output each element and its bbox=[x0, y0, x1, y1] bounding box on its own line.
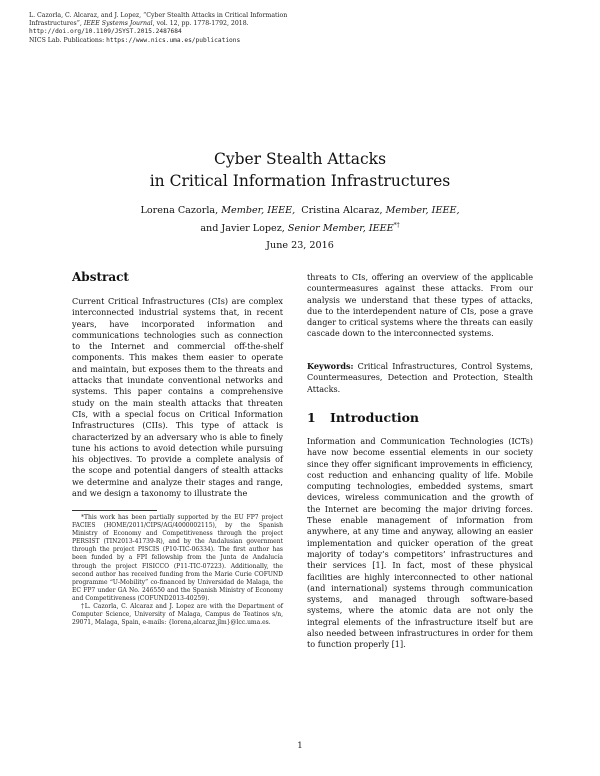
paper-title-line2: in Critical Information Infrastructures bbox=[149, 172, 451, 190]
introduction-heading bbox=[307, 410, 419, 425]
footnote-rule bbox=[72, 510, 157, 511]
page-number: 1 bbox=[297, 741, 303, 751]
section-number: 1 bbox=[307, 410, 316, 425]
paper-title-line1: Cyber Stealth Attacks bbox=[213, 150, 387, 168]
citation-header bbox=[29, 12, 335, 45]
keywords bbox=[307, 361, 533, 395]
nics-line: NICS Lab. Publications: https://www.nics.uma.es/publications bbox=[29, 36, 241, 44]
paper-date: June 23, 2016 bbox=[266, 240, 334, 251]
authors-line1: Lorena Cazorla, Member, IEEE, Cristina Alcaraz, Member, IEEE, bbox=[140, 205, 460, 216]
keywords-text: Critical Infrastructures, Control Systems, Countermeasures, Detection and Protection, Stealth Attacks. bbox=[307, 361, 533, 394]
doi-link[interactable]: http://doi.org/10.1109/JSYST.2015.2487684 bbox=[29, 28, 182, 36]
footnotes bbox=[72, 514, 283, 627]
journal-name: IEEE Systems Journal bbox=[83, 20, 153, 28]
introduction-body: Information and Communication Technologies (ICTs) have now become essential elements in our society since they offer significant improvements in efficiency, cost reduction and enhancing quality of life. Mobile computing technologies, embedded systems, smart devices, wireless communication and the growth of the Internet are becoming the major driving forces. These enable management of information from anywhere, at any time and anyway, allowing an easier implementation and quicker operation of the great majority of today’s competitors’ infrastructures and their services [1]. In fact, most of these physical facilities are highly interconnected to other national (and international) systems through communication systems, and managed through software-based systems, where the atomic data are not only the integral elements of the infrastructure itself but are also needed between infrastructures in order for them to function properly [1]. bbox=[307, 436, 533, 650]
abstract-body: Current Critical Infrastructures (CIs) are complex interconnected industrial systems that, in recent years, have incorporated information and communications technologies such as connection to the Internet and commercial off-the-shelf components. This makes them easier to operate and maintain, but exposes them to the threats and attacks that inundate conventional networks and systems. This paper contains a comprehensive study on the main stealth attacks that threaten CIs, with a special focus on Critical Information Infrastructures (CIIs). This type of attack is characterized by an adversary who is able to finely tune his actions to avoid detection while pursuing his objectives. To provide a complete analysis of the scope and potential dangers of stealth attacks we determine and analyze their stages and range, and we design a taxonomy to illustrate the bbox=[72, 296, 283, 499]
footnote-funding: *This work has been partially supported by the EU FP7 project FACIES (HOME/2011/CIPS/AG/4000002115), by the Spanish Ministry of Economy and Competitiveness through the project PERSIST (TIN2013-41739-R), and by the Andalusian government through the project PISCIS (P10-TIC-06334). The first author has been funded by a FPI fellowship from the Junta de Andalucía through the project FISICCO (P11-TIC-07223). Additionally, the second author has received funding from the Marie Curie COFUND programme “U-Mobility” co-financed by Universidad de Malaga, the EC FP7 under GA No. 246550 and the Spanish Ministry of Economy and Competitiveness (COFUND2013-40259). bbox=[72, 514, 283, 602]
footnote-affiliation: †L. Cazorla, C. Alcaraz and J. Lopez are with the Department of Computer Science, University of Malaga, Campus de Teatinos s/n, 29071, Malaga, Spain, e-mails: {lorena,alcaraz,jlm}@lcc.uma.es. bbox=[72, 603, 283, 627]
nics-url-link[interactable]: https://www.nics.uma.es/publications bbox=[106, 36, 241, 44]
section-title: Introduction bbox=[330, 410, 420, 425]
citation-line: L. Cazorla, C. Alcaraz, and J. Lopez, “Cyber Stealth Attacks in Critical Information Infrastructures”, IEEE Systems Journal, vol. 12, pp. 1778-1792, 2018. bbox=[29, 12, 288, 28]
abstract-continuation: threats to CIs, offering an overview of the applicable countermeasures against these attacks. From our analysis we understand that these types of attacks, due to the interdependent nature of CIs, pose a grave danger to critical systems where the threats can easily cascade down to the interconnected systems. bbox=[307, 272, 533, 339]
authors-line2: and Javier Lopez, Senior Member, IEEE*† bbox=[200, 222, 400, 235]
keywords-label: Keywords: bbox=[307, 361, 354, 371]
abstract-heading: Abstract bbox=[72, 270, 129, 284]
